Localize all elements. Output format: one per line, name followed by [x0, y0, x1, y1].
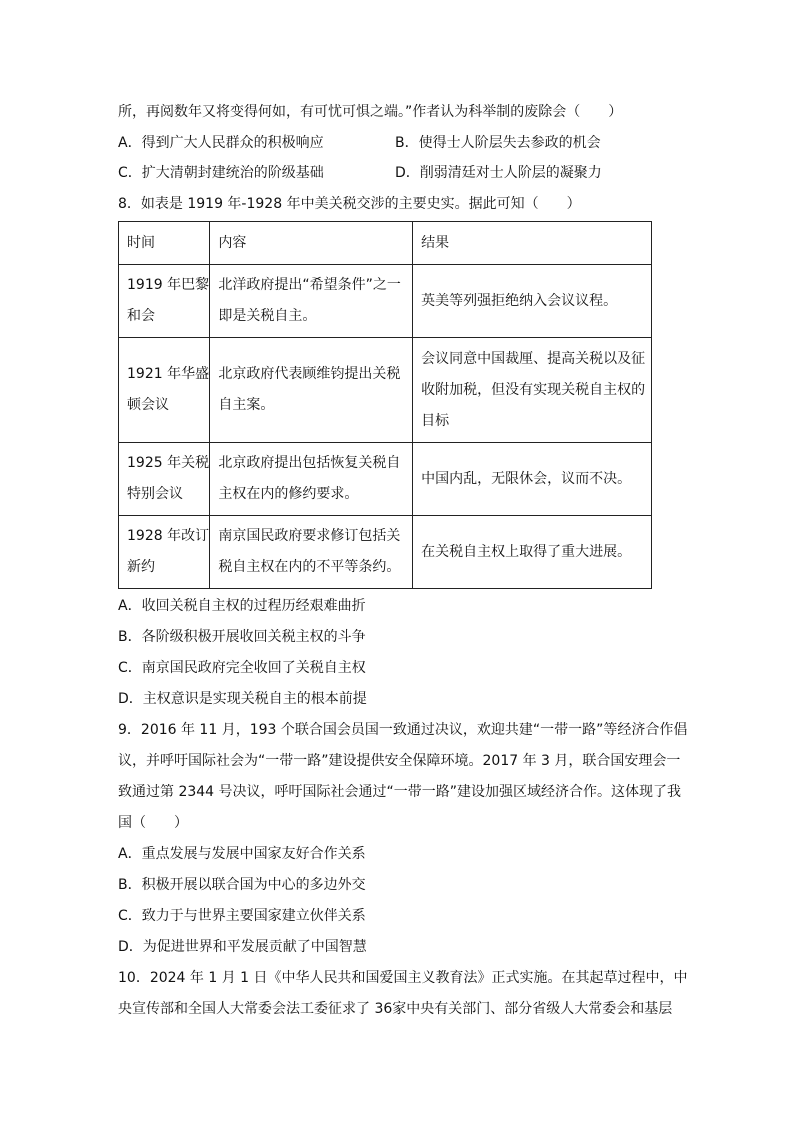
q7-option-b[interactable]: B．使得士人阶层失去参政的机会 [395, 135, 601, 151]
q8-stem: 8．如表是 1919 年-1928 年中美关税交涉的主要史实。据此可知（ ） [118, 196, 581, 212]
table-cell-content: 南京国民政府要求修订包括关 税自主权在内的不平等条约。 [210, 516, 413, 589]
q7-stem-tail: 所，再阅数年又将变得何如，有可忧可惧之端。”作者认为科举制的废除会（ ） [118, 104, 623, 120]
table-cell-time: 1925 年关税 特别会议 [119, 443, 210, 516]
q9-stem-line: 国（ ） [118, 815, 188, 831]
table-cell-result: 英美等列强拒绝纳入会议议程。 [413, 265, 652, 338]
table-header-time: 时间 [119, 222, 210, 265]
table-header-content: 内容 [210, 222, 413, 265]
table-cell-time: 1919 年巴黎 和会 [119, 265, 210, 338]
table-header-result: 结果 [413, 222, 652, 265]
q9-option-c[interactable]: C．致力于与世界主要国家建立伙伴关系 [118, 908, 366, 924]
table-cell-result: 在关税自主权上取得了重大进展。 [413, 516, 652, 589]
table-row [119, 265, 652, 338]
table-cell-content: 北洋政府提出“希望条件”之一 即是关税自主。 [210, 265, 413, 338]
q9-option-d[interactable]: D．为促进世界和平发展贡献了中国智慧 [118, 939, 367, 955]
table-row [119, 338, 652, 443]
q7-option-c[interactable]: C．扩大清朝封建统治的阶级基础 [118, 165, 324, 181]
q10-stem-line: 10．2024 年 1 月 1 日《中华人民共和国爱国主义教育法》正式实施。在其起草过程中，中 [118, 970, 688, 986]
q7-option-d[interactable]: D．削弱清廷对士人阶层的凝聚力 [395, 165, 602, 181]
q9-stem-line: 致通过第 2344 号决议，呼吁国际社会通过“一带一路”建设加强区域经济合作。这体现了我 [118, 784, 682, 800]
q10-stem-line: 央宣传部和全国人大常委会法工委征求了 36家中央有关部门、部分省级人大常委会和基层 [118, 1001, 673, 1017]
table-row [119, 516, 652, 589]
table-cell-content: 北京政府代表顾维钧提出关税 自主案。 [210, 338, 413, 443]
table-row [119, 443, 652, 516]
table-cell-result: 会议同意中国裁厘、提高关税以及征 收附加税，但没有实现关税自主权的 目标 [413, 338, 652, 443]
table-cell-time: 1921 年华盛 顿会议 [119, 338, 210, 443]
table-cell-result: 中国内乱，无限休会，议而不决。 [413, 443, 652, 516]
q8-option-b[interactable]: B．各阶级积极开展收回关税主权的斗争 [118, 629, 366, 645]
table-cell-time: 1928 年改订 新约 [119, 516, 210, 589]
q9-option-a[interactable]: A．重点发展与发展中国家友好合作关系 [118, 846, 366, 862]
table-header-row [119, 222, 652, 265]
q8-option-a[interactable]: A．收回关税自主权的过程历经艰难曲折 [118, 598, 366, 614]
q7-option-a[interactable]: A．得到广大人民群众的积极响应 [118, 135, 324, 151]
q8-table [118, 221, 652, 589]
q9-stem-line: 9．2016 年 11 月，193 个联合国会员国一致通过决议，欢迎共建“一带一路”等经济合作倡 [118, 722, 688, 738]
q9-option-b[interactable]: B．积极开展以联合国为中心的多边外交 [118, 877, 366, 893]
q8-option-c[interactable]: C．南京国民政府完全收回了关税自主权 [118, 660, 366, 676]
table-cell-content: 北京政府提出包括恢复关税自 主权在内的修约要求。 [210, 443, 413, 516]
q8-option-d[interactable]: D．主权意识是实现关税自主的根本前提 [118, 691, 367, 707]
q9-stem-line: 议，并呼吁国际社会为“一带一路”建设提供安全保障环境。2017 年 3 月，联合国安理会一 [118, 753, 681, 769]
